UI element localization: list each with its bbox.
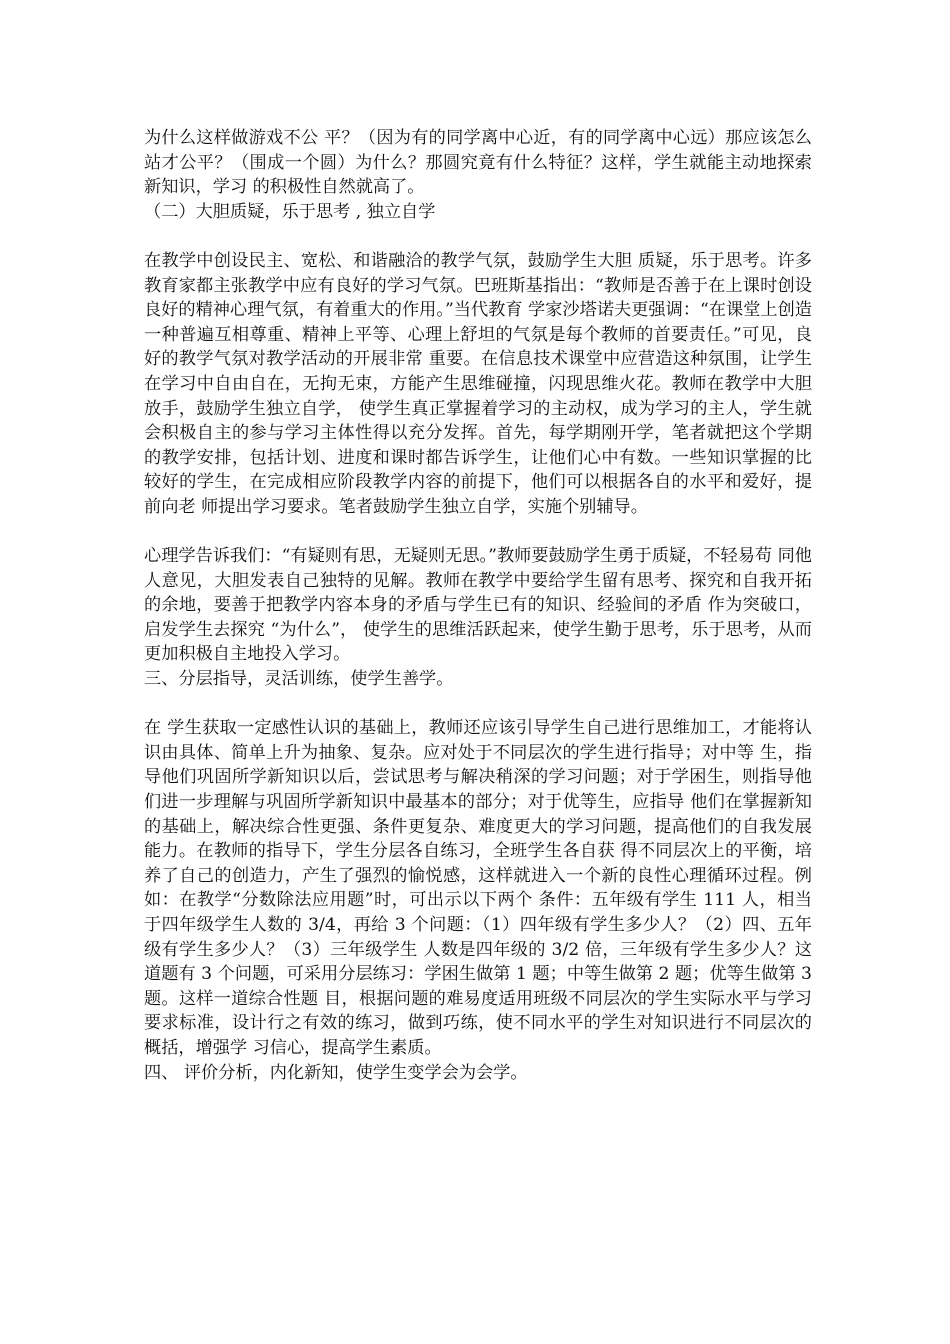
paragraph-layered-guidance: 在 学生获取一定感性认识的基础上，教师还应该引导学生自己进行思维加工，才能将认识由具体、简单上升为抽象、复杂。应对处于不同层次的学生进行指导；对中等 生，指导他们巩固所学新知识以后，尝试思考与解决稍深的学习问题；对于学困生，则指导他们进一步理解与巩固所学新知识中最基本的部分；对于优等生，应指导 他们在掌握新知的基础上，解决综合性更强、条件更复杂、难度更大的学习问题，提高他们的自我发展能力。在教师的指导下，学生分层各自练习，全班学生各自获 得不同层次上的平衡，培养了自己的创造力，产生了强烈的愉悦感，这样就进入一个新的良性心理循环过程。例如：在教学“分数除法应用题”时，可出示以下两个 条件：五年级有学生 111 人，相当于四年级学生人数的 3/4，再给 3 个问题：（1）四年级有学生多少人？（2）四、五年级有学生多少人？（3）三年级学生 人数是四年级的 3/2 倍，三年级有学生多少人？这道题有 3 个问题，可采用分层练习：学困生做第 1 题；中等生做第 2 题；优等生做第 3 题。这样一道综合性题 目，根据问题的难易度适用班级不同层次的学生实际水平与学习要求标准，设计行之有效的练习，做到巧练，使不同水平的学生对知识进行不同层次的概括，增强学 习信心，提高学生素质。 xyxy=(144,718,812,1058)
paragraph-psychology-questioning: 心理学告诉我们：“有疑则有思，无疑则无思。”教师要鼓励学生勇于质疑，不轻易苟 同他人意见，大胆发表自己独特的见解。教师在教学中要给学生留有思考、探究和自我开拓的余地，要善于把教学内容本身的矛盾与学生已有的知识、经验间的矛盾 作为突破口，启发学生去探究 “为什么”， 使学生的思维活跃起来，使学生勤于思考，乐于思考，从而更加积极自主地投入学习。 xyxy=(144,546,812,665)
paragraph-teaching-atmosphere: 在教学中创设民主、宽松、和谐融洽的教学气氛，鼓励学生大胆 质疑，乐于思考。许多教育家都主张教学中应有良好的学习气氛。巴班斯基指出：“教师是否善于在上课时创设良好的精神心理气氛，有着重大的作用。”当代教育 学家沙塔诺夫更强调：“在课堂上创造一种普遍互相尊重、精神上平等、心理上舒坦的气氛是每个教师的首要责任。”可见，良好的教学气氛对教学活动的开展非常 重要。在信息技术课堂中应营造这种氛围，让学生在学习中自由自在，无拘无束，方能产生思维碰撞，闪现思维火花。教师在教学中大胆放手，鼓励学生独立自学， 使学生真正掌握着学习的主动权，成为学习的主人，学生就会积极自主的参与学习主体性得以充分发挥。首先，每学期刚开学，笔者就把这个学期的教学安排，包括计划、进度和课时都告诉学生，让他们心中有数。一些知识掌握的比较好的学生，在完成相应阶段教学内容的前提下，他们可以根据各自的水平和爱好，提前向老 师提出学习要求。笔者鼓励学生独立自学，实施个别辅导。 xyxy=(144,250,812,517)
section-heading-3: 三、分层指导，灵活训练，使学生善学。 xyxy=(144,669,454,690)
section-heading-4: 四、 评价分析，内化新知，使学生变学会为会学。 xyxy=(144,1062,528,1083)
section-heading-2: （二）大胆质疑，乐于思考 , 独立自学 xyxy=(144,201,436,222)
document-body xyxy=(144,126,812,1085)
paragraph-intro: 为什么这样做游戏不公 平？（因为有的同学离中心近，有的同学离中心远）那应该怎么站才公平？（围成一个圆）为什么？那圆究竟有什么特征？这样，学生就能主动地探索新知识，学习 的积极性自然就高了。 xyxy=(144,128,812,198)
